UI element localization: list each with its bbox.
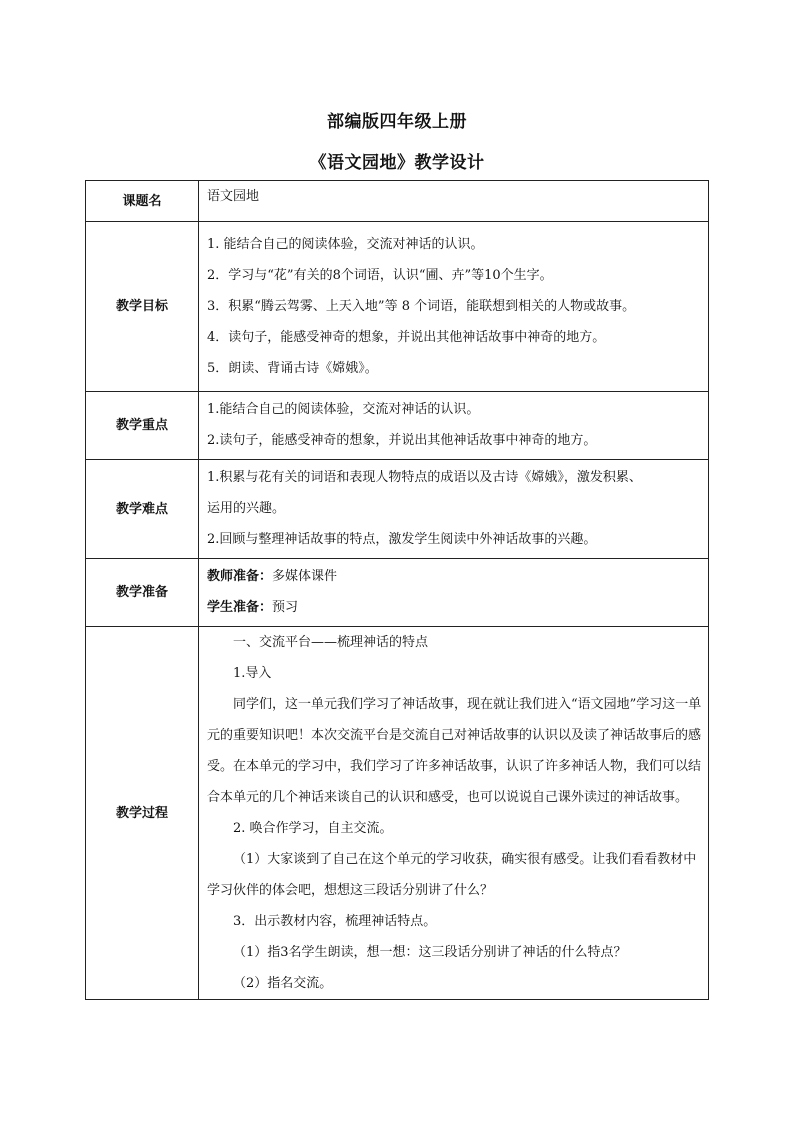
goal-item-5: 5．朗读、背诵古诗《嫦娥》。	[207, 361, 378, 376]
process-substep-1: （1）指3名学生朗读，想一想：这三段话分别讲了神话的什么特点？	[233, 945, 627, 960]
difficulty-line-1: 1.积累与花有关的词语和表现人物特点的成语以及古诗《嫦娥》，激发积累、	[207, 470, 642, 485]
table-row-topic	[86, 181, 709, 222]
key-points-content	[199, 392, 709, 460]
process-section-1: 一、交流平台——梳理神话的特点	[233, 635, 429, 650]
key-point-item-1: 1.能结合自己的阅读体验，交流对神话的认识。	[207, 402, 480, 417]
student-preparation-value: 预习	[272, 600, 299, 615]
lesson-plan-table	[85, 180, 709, 1000]
key-point-item-2: 2.读句子，能感受神奇的想象，并说出其他神话故事中神奇的地方。	[207, 433, 597, 448]
teacher-preparation-label: 教师准备：	[207, 569, 273, 584]
topic-value: 语文园地	[199, 181, 709, 222]
key-points-label: 教学重点	[86, 392, 199, 460]
process-substep-2: （2）指名交流。	[233, 976, 333, 991]
process-paragraph-2: （1）大家谈到了自己在这个单元的学习收获，确实很有感受。让我们看看教材中学习伙伴的体会吧，想想这三段话分别讲了什么？	[207, 852, 697, 898]
student-preparation	[207, 592, 708, 623]
teacher-preparation	[207, 561, 708, 592]
teacher-preparation-value: 多媒体课件	[272, 569, 338, 584]
student-preparation-label: 学生准备：	[207, 600, 273, 615]
process-step-2: 2. 唤合作学习，自主交流。	[233, 821, 393, 836]
process-label: 教学过程	[86, 627, 199, 1000]
process-step-1: 1.导入	[233, 666, 272, 681]
goals-content	[199, 222, 709, 392]
document-subtitle: 《语文园地》教学设计	[309, 153, 485, 173]
difficulty-line-3: 2.回顾与整理神话故事的特点，激发学生阅读中外神话故事的兴趣。	[207, 532, 597, 547]
table-row-key-points	[86, 392, 709, 460]
goal-item-2: 2．学习与“花”有关的8个词语，认识“圃、卉”等10个生字。	[207, 268, 553, 283]
difficulty-line-2: 运用的兴趣。	[207, 501, 286, 516]
table-row-preparation	[86, 559, 709, 627]
goals-label: 教学目标	[86, 222, 199, 392]
goal-item-4: 4．读句子，能感受神奇的想象，并说出其他神话故事中神奇的地方。	[207, 330, 606, 345]
difficulties-label: 教学难点	[86, 460, 199, 559]
difficulties-content	[199, 460, 709, 559]
preparation-content	[199, 559, 709, 627]
process-step-3: 3．出示教材内容，梳理神话特点。	[233, 914, 437, 929]
table-row-difficulties	[86, 460, 709, 559]
goal-item-3: 3．积累“腾云驾雾、上天入地”等 8 个词语，能联想到相关的人物或故事。	[207, 299, 636, 314]
topic-label: 课题名	[86, 181, 199, 222]
table-row-process	[86, 627, 709, 1000]
goal-item-1: 1. 能结合自己的阅读体验，交流对神话的认识。	[207, 237, 484, 252]
document-title: 部编版四年级上册	[327, 112, 467, 132]
process-paragraph-1: 同学们，这一单元我们学习了神话故事，现在就让我们进入“语文园地”学习这一单元的重要知识吧！本次交流平台是交流自己对神话故事的认识以及读了神话故事后的感受。在本单元的学习中，我们学习了许多神话故事，认识了许多神话人物，我们可以结合本单元的几个神话来谈自己的认识和感受，也可以说说自己课外读过的神话故事。	[207, 697, 702, 805]
preparation-label: 教学准备	[86, 559, 199, 627]
process-content	[199, 627, 709, 1000]
table-row-goals	[86, 222, 709, 392]
